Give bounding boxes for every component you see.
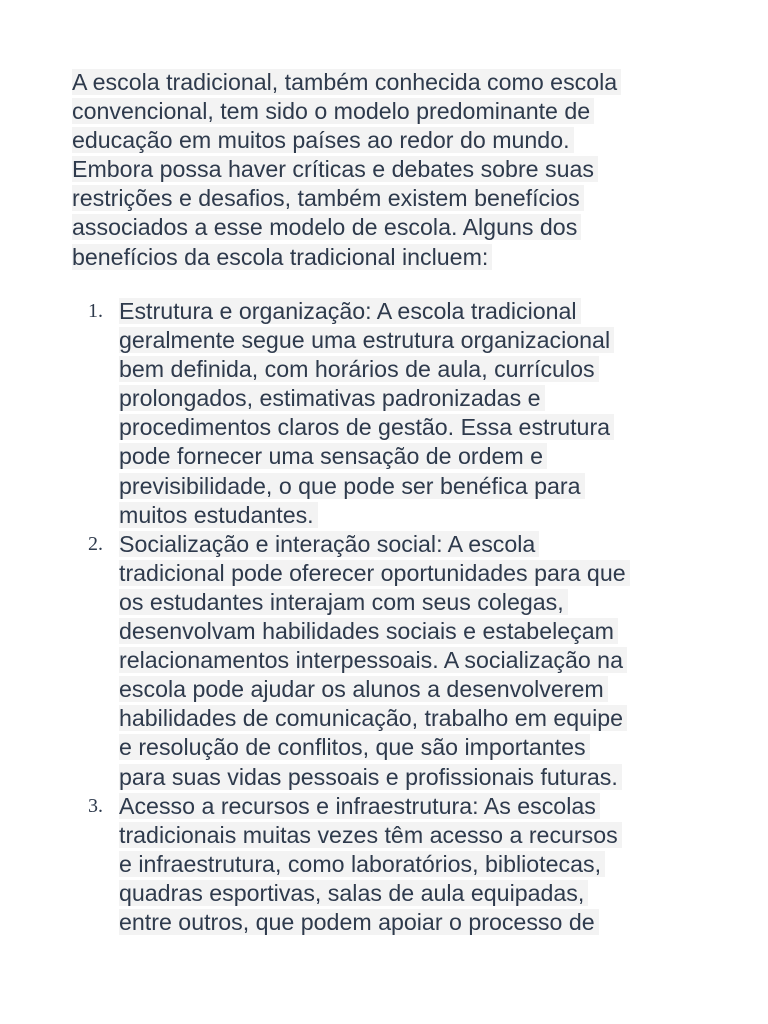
text-line bbox=[72, 97, 692, 126]
text-line bbox=[119, 472, 719, 501]
line-text: associados a esse modelo de escola. Alguns dos bbox=[72, 214, 581, 240]
line-text: Acesso a recursos e infraestrutura: As escolas bbox=[119, 793, 600, 819]
line-text: para suas vidas pessoais e profissionais futuras. bbox=[119, 764, 622, 790]
line-text: pode fornecer uma sensação de ordem e bbox=[119, 443, 547, 469]
list-item bbox=[0, 792, 768, 937]
list-number: 2. bbox=[88, 532, 103, 555]
text-line bbox=[119, 733, 719, 762]
line-text: e infraestrutura, como laboratórios, bibliotecas, bbox=[119, 851, 605, 877]
text-line bbox=[119, 413, 719, 442]
line-text: Socialização e interação social: A escola bbox=[119, 531, 539, 557]
line-text: restrições e desafios, também existem benefícios bbox=[72, 185, 584, 211]
line-text: e resolução de conflitos, que são importantes bbox=[119, 734, 590, 760]
line-text: quadras esportivas, salas de aula equipadas, bbox=[119, 880, 588, 906]
line-text: procedimentos claros de gestão. Essa estrutura bbox=[119, 414, 614, 440]
text-line bbox=[119, 850, 719, 879]
line-text: os estudantes interajam com seus colegas, bbox=[119, 589, 568, 615]
line-text: escola pode ajudar os alunos a desenvolverem bbox=[119, 676, 608, 702]
intro-paragraph bbox=[72, 68, 692, 272]
line-text: A escola tradicional, também conhecida como escola bbox=[72, 69, 621, 95]
line-text: bem definida, com horários de aula, currículos bbox=[119, 356, 599, 382]
line-text: Estrutura e organização: A escola tradicional bbox=[119, 298, 581, 324]
line-text: desenvolvam habilidades sociais e estabeleçam bbox=[119, 618, 618, 644]
text-line bbox=[119, 501, 719, 530]
benefits-list bbox=[0, 297, 768, 937]
text-line bbox=[119, 530, 719, 559]
list-number: 1. bbox=[88, 300, 103, 322]
text-line bbox=[72, 184, 692, 213]
text-line bbox=[119, 704, 719, 733]
text-line bbox=[72, 155, 692, 184]
text-line bbox=[119, 879, 719, 908]
text-line bbox=[72, 213, 692, 242]
line-text: habilidades de comunicação, trabalho em equipe bbox=[119, 705, 627, 731]
line-text: geralmente segue uma estrutura organizacional bbox=[119, 327, 614, 353]
text-line bbox=[119, 559, 719, 588]
line-text: tradicional pode oferecer oportunidades para que bbox=[119, 560, 630, 586]
text-line bbox=[119, 588, 719, 617]
text-line bbox=[119, 675, 719, 704]
list-item-text bbox=[119, 792, 719, 937]
text-line bbox=[119, 908, 719, 937]
line-text: educação em muitos países ao redor do mundo. bbox=[72, 127, 574, 153]
text-line bbox=[119, 297, 719, 326]
line-text: muitos estudantes. bbox=[119, 502, 318, 528]
line-text: tradicionais muitas vezes têm acesso a recursos bbox=[119, 822, 622, 848]
line-text: previsibilidade, o que pode ser benéfica para bbox=[119, 473, 585, 499]
text-line bbox=[119, 792, 719, 821]
list-number: 3. bbox=[88, 794, 103, 817]
text-line bbox=[119, 384, 719, 413]
text-line bbox=[119, 646, 719, 675]
list-item-text bbox=[119, 297, 719, 530]
line-text: convencional, tem sido o modelo predominante de bbox=[72, 98, 594, 124]
list-item bbox=[0, 297, 768, 530]
text-line bbox=[119, 821, 719, 850]
text-line bbox=[72, 243, 692, 272]
text-line bbox=[72, 126, 692, 155]
list-item bbox=[0, 530, 768, 792]
line-text: benefícios da escola tradicional incluem: bbox=[72, 244, 492, 270]
text-line bbox=[119, 326, 719, 355]
line-text: entre outros, que podem apoiar o processo de bbox=[119, 909, 599, 935]
line-text: relacionamentos interpessoais. A socialização na bbox=[119, 647, 627, 673]
list-item-text bbox=[119, 530, 719, 792]
line-text: prolongados, estimativas padronizadas e bbox=[119, 385, 545, 411]
text-line bbox=[119, 617, 719, 646]
text-line bbox=[72, 68, 692, 97]
line-text: Embora possa haver críticas e debates sobre suas bbox=[72, 156, 598, 182]
text-line bbox=[119, 763, 719, 792]
text-line bbox=[119, 442, 719, 471]
text-line bbox=[119, 355, 719, 384]
